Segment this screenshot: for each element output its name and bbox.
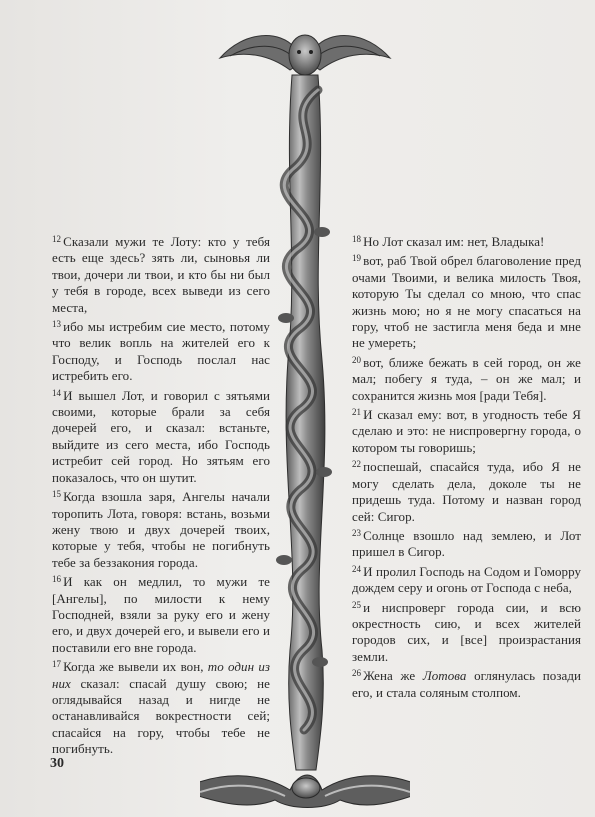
verse-number: 24 [352, 563, 362, 574]
verse-number: 17 [52, 659, 62, 670]
verse-number: 19 [352, 253, 362, 264]
verse-text: ибо мы истребим сие место, потому что велик вопль на жителей его к Господу, и Господь послал нас истребить его. [52, 319, 270, 384]
verse-20 [352, 352, 581, 404]
verse-16 [52, 571, 270, 656]
verse-text: и ниспроверг города сии, и всю окрестность сию, и всех жителей городов сих, и [все] произрастания земли. [352, 599, 581, 664]
verse-number: 21 [352, 407, 362, 418]
verse-number: 20 [352, 354, 362, 365]
verse-17 [52, 656, 270, 757]
verse-number: 13 [52, 319, 62, 330]
verse-25 [352, 597, 581, 666]
verse-number: 26 [352, 668, 362, 679]
right-text-column [352, 231, 581, 701]
verse-text: Солнце взошло над землею, и Лот пришел в Сигор. [352, 527, 581, 560]
verse-23 [352, 525, 581, 561]
verse-text: поспешай, спасайся туда, ибо Я не могу сделать дела, доколе ты не придешь туда. Потому и назван город сей: Сигор. [352, 459, 581, 524]
verse-number: 25 [352, 599, 362, 610]
verse-text: вот, раб Твой обрел благоволение пред очами Твоими, и велика милость Твоя, которую Ты сделал со мною, что спас жизнь мою; но я не могу спасаться на гору, чтоб не застигла меня беда и мне не умереть; [352, 253, 581, 351]
verse-number: 16 [52, 574, 62, 585]
page-number: 30 [50, 756, 64, 771]
verse-22 [352, 456, 581, 525]
verse-text: Жена же [363, 668, 423, 684]
verse-13 [52, 316, 270, 385]
verse-text: оглянулась позади его, и стала соляным столпом. [352, 668, 581, 700]
verse-number: 14 [52, 387, 62, 398]
verse-21 [352, 404, 581, 456]
dragon-head-top [289, 35, 321, 75]
verse-text-italic: Лотова [422, 668, 467, 684]
verse-24 [352, 561, 581, 597]
verse-number: 22 [352, 459, 362, 470]
left-text-column [52, 231, 270, 758]
verse-text: вот, ближе бежать в сей город, он же мал; побегу я туда, – он же мал; и сохранится жизнь моя [ради Тебя]. [352, 354, 581, 403]
verse-text: Когда взошла заря, Ангелы начали торопить Лота, говоря: встань, возьми жену твою и двух дочерей твоих, которые у тебя, чтобы не погибнуть тебе за беззакония города. [52, 489, 270, 570]
verse-text-italic: то один из них [52, 659, 270, 691]
verse-number: 15 [52, 489, 62, 500]
verse-text: Но Лот сказал им: нет, Владыка! [363, 234, 545, 249]
verse-number: 12 [52, 234, 62, 244]
verse-15 [52, 486, 270, 571]
verse-text: И как он медлил, то мужи те [Ангелы], по милости к нему Господней, взяли за руку его и жену его, и двух дочерей его, и вывели его и поставили его вне города. [52, 574, 270, 655]
verse-26 [352, 665, 581, 701]
verse-text: И вышел Лот, и говорил с зятьями своими, которые брали за себя дочерей его, и сказал: встаньте, выйдите из сего места, ибо Господь истребит сей город. Но зятьям его показалось, что он шутит. [52, 387, 270, 485]
verse-text: Когда же вывели их вон, [63, 659, 208, 675]
verse-14 [52, 385, 270, 486]
verse-19 [352, 250, 581, 351]
verse-12 [52, 231, 270, 316]
verse-number: 18 [352, 234, 362, 244]
verse-text: сказал: спасай душу свою; не оглядывайся назад и нигде не останавливайся вокрестности сей; спасайся на гору, чтобы тебе не погибнуть. [52, 675, 270, 757]
verse-18 [352, 231, 581, 250]
verse-text: И пролил Господь на Содом и Гоморру дождем серу и огонь от Господа с неба, [352, 563, 581, 596]
verse-text: Сказали мужи те Лоту: кто у тебя есть еще здесь? зять ли, сыновья ли твои, дочери ли твои, и кто бы ни был у тебя в городе, всех выведи из сего места, [52, 234, 270, 315]
verse-text: И сказал ему: вот, в угодность тебе Я сделаю и это: не ниспровергну города, о котором ты говоришь; [352, 407, 581, 455]
verse-number: 23 [352, 527, 362, 538]
